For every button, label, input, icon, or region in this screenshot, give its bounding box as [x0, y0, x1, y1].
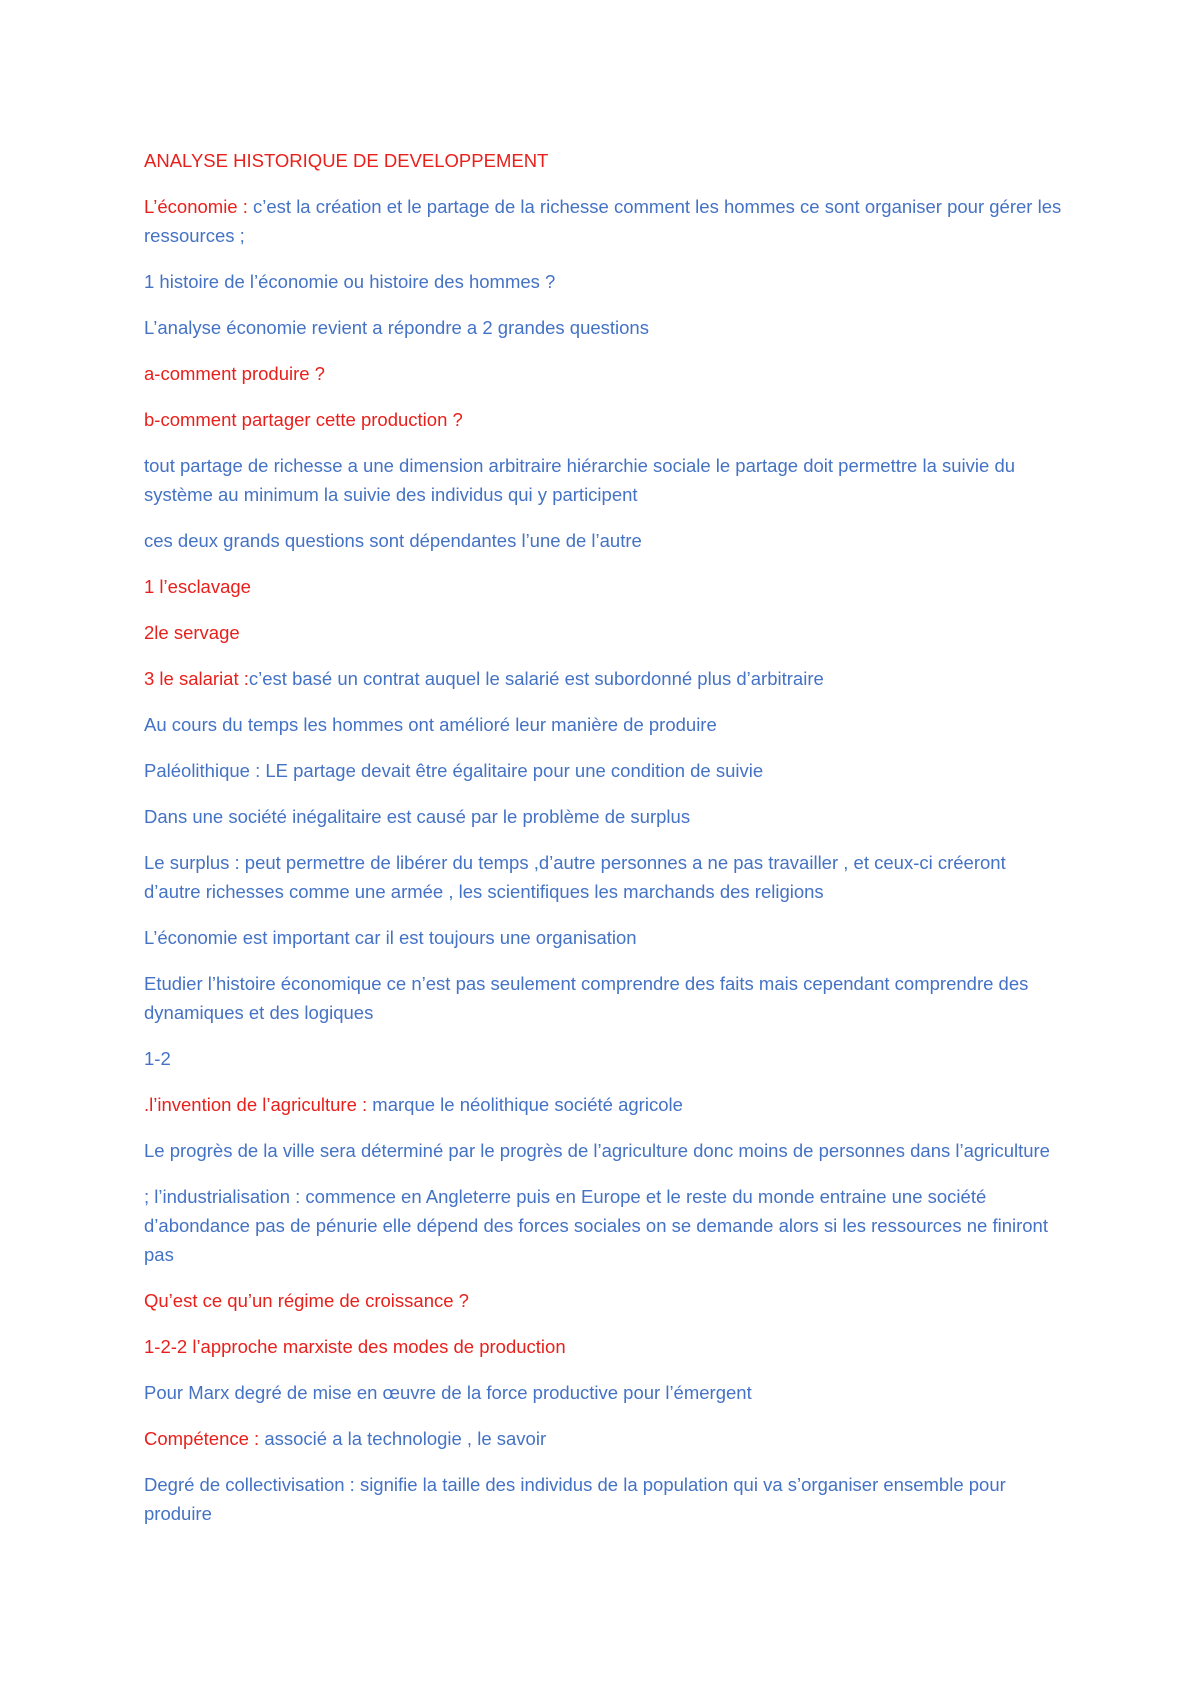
paragraph	[144, 802, 1064, 831]
blue-text: ; l’industrialisation : commence en Angleterre puis en Europe et le reste du monde entraine une société d’abondance pas de pénurie elle dépend des forces sociales on se demande alors si les ressources ne finiront pas	[144, 1186, 1048, 1265]
paragraph	[144, 1424, 1064, 1453]
blue-text: Le progrès de la ville sera déterminé par le progrès de l’agriculture donc moins de personnes dans l’agriculture	[144, 1140, 1050, 1161]
blue-text: Paléolithique : LE partage devait être égalitaire pour une condition de suivie	[144, 760, 764, 781]
blue-text: L’analyse économie revient a répondre a 2 grandes questions	[144, 317, 649, 338]
blue-text: Le surplus : peut permettre de libérer du temps ,d’autre personnes a ne pas travailler , et ceux-ci créeront d’autre richesses comme une armée , les scientifiques les marchands des religions	[144, 852, 1006, 902]
paragraph	[144, 969, 1064, 1027]
blue-text: Etudier l’histoire économique ce n’est pas seulement comprendre des faits mais cependant comprendre des dynamiques et des logiques	[144, 973, 1029, 1023]
paragraph	[144, 451, 1064, 509]
paragraph	[144, 267, 1064, 296]
red-text: 1-2-2 l’approche marxiste des modes de production	[144, 1336, 566, 1357]
red-text: b-comment partager cette production ?	[144, 409, 463, 430]
paragraph	[144, 710, 1064, 739]
blue-text: ces deux grands questions sont dépendantes l’une de l’autre	[144, 530, 642, 551]
red-text: 3 le salariat :	[144, 668, 249, 689]
paragraph	[144, 848, 1064, 906]
paragraph	[144, 572, 1064, 601]
paragraph	[144, 526, 1064, 555]
paragraph	[144, 1136, 1064, 1165]
blue-text: tout partage de richesse a une dimension arbitraire hiérarchie sociale le partage doit permettre la suivie du système au minimum la suivie des individus qui y participent	[144, 455, 1016, 505]
paragraph	[144, 192, 1064, 250]
blue-text: Au cours du temps les hommes ont amélioré leur manière de produire	[144, 714, 717, 735]
paragraph	[144, 1332, 1064, 1361]
paragraph	[144, 359, 1064, 388]
paragraph	[144, 1470, 1064, 1528]
blue-text: 1-2	[144, 1048, 171, 1069]
paragraph	[144, 1182, 1064, 1269]
blue-text: Pour Marx degré de mise en œuvre de la force productive pour l’émergent	[144, 1382, 752, 1403]
red-text: Compétence :	[144, 1428, 260, 1449]
document-page	[144, 146, 1064, 1545]
paragraph	[144, 664, 1064, 693]
blue-text: c’est basé un contrat auquel le salarié est subordonné plus d’arbitraire	[248, 668, 824, 689]
blue-text: c’est la création et le partage de la richesse comment les hommes ce sont organiser pour gérer les ressources ;	[144, 196, 1062, 246]
blue-text: Dans une société inégalitaire est causé par le problème de surplus	[144, 806, 691, 827]
red-text: ANALYSE HISTORIQUE DE DEVELOPPEMENT	[144, 150, 549, 171]
paragraph	[144, 1378, 1064, 1407]
paragraph	[144, 313, 1064, 342]
paragraph	[144, 405, 1064, 434]
paragraph	[144, 756, 1064, 785]
red-text: 2le servage	[144, 622, 240, 643]
blue-text: L’économie est important car il est toujours une organisation	[144, 927, 637, 948]
blue-text: associé a la technologie , le savoir	[259, 1428, 547, 1449]
paragraph	[144, 1044, 1064, 1073]
red-text: Qu’est ce qu’un régime de croissance ?	[144, 1290, 469, 1311]
paragraph	[144, 1090, 1064, 1119]
red-text: L’économie :	[144, 196, 248, 217]
blue-text: Degré de collectivisation : signifie la taille des individus de la population qui va s’organiser ensemble pour produire	[144, 1474, 1006, 1524]
paragraph	[144, 618, 1064, 647]
blue-text: 1 histoire de l’économie ou histoire des hommes ?	[144, 271, 556, 292]
paragraph	[144, 1286, 1064, 1315]
paragraph	[144, 146, 1064, 175]
red-text: .l’invention de l’agriculture :	[144, 1094, 368, 1115]
paragraph	[144, 923, 1064, 952]
red-text: a-comment produire ?	[144, 363, 325, 384]
red-text: 1 l’esclavage	[144, 576, 251, 597]
blue-text: marque le néolithique société agricole	[367, 1094, 683, 1115]
